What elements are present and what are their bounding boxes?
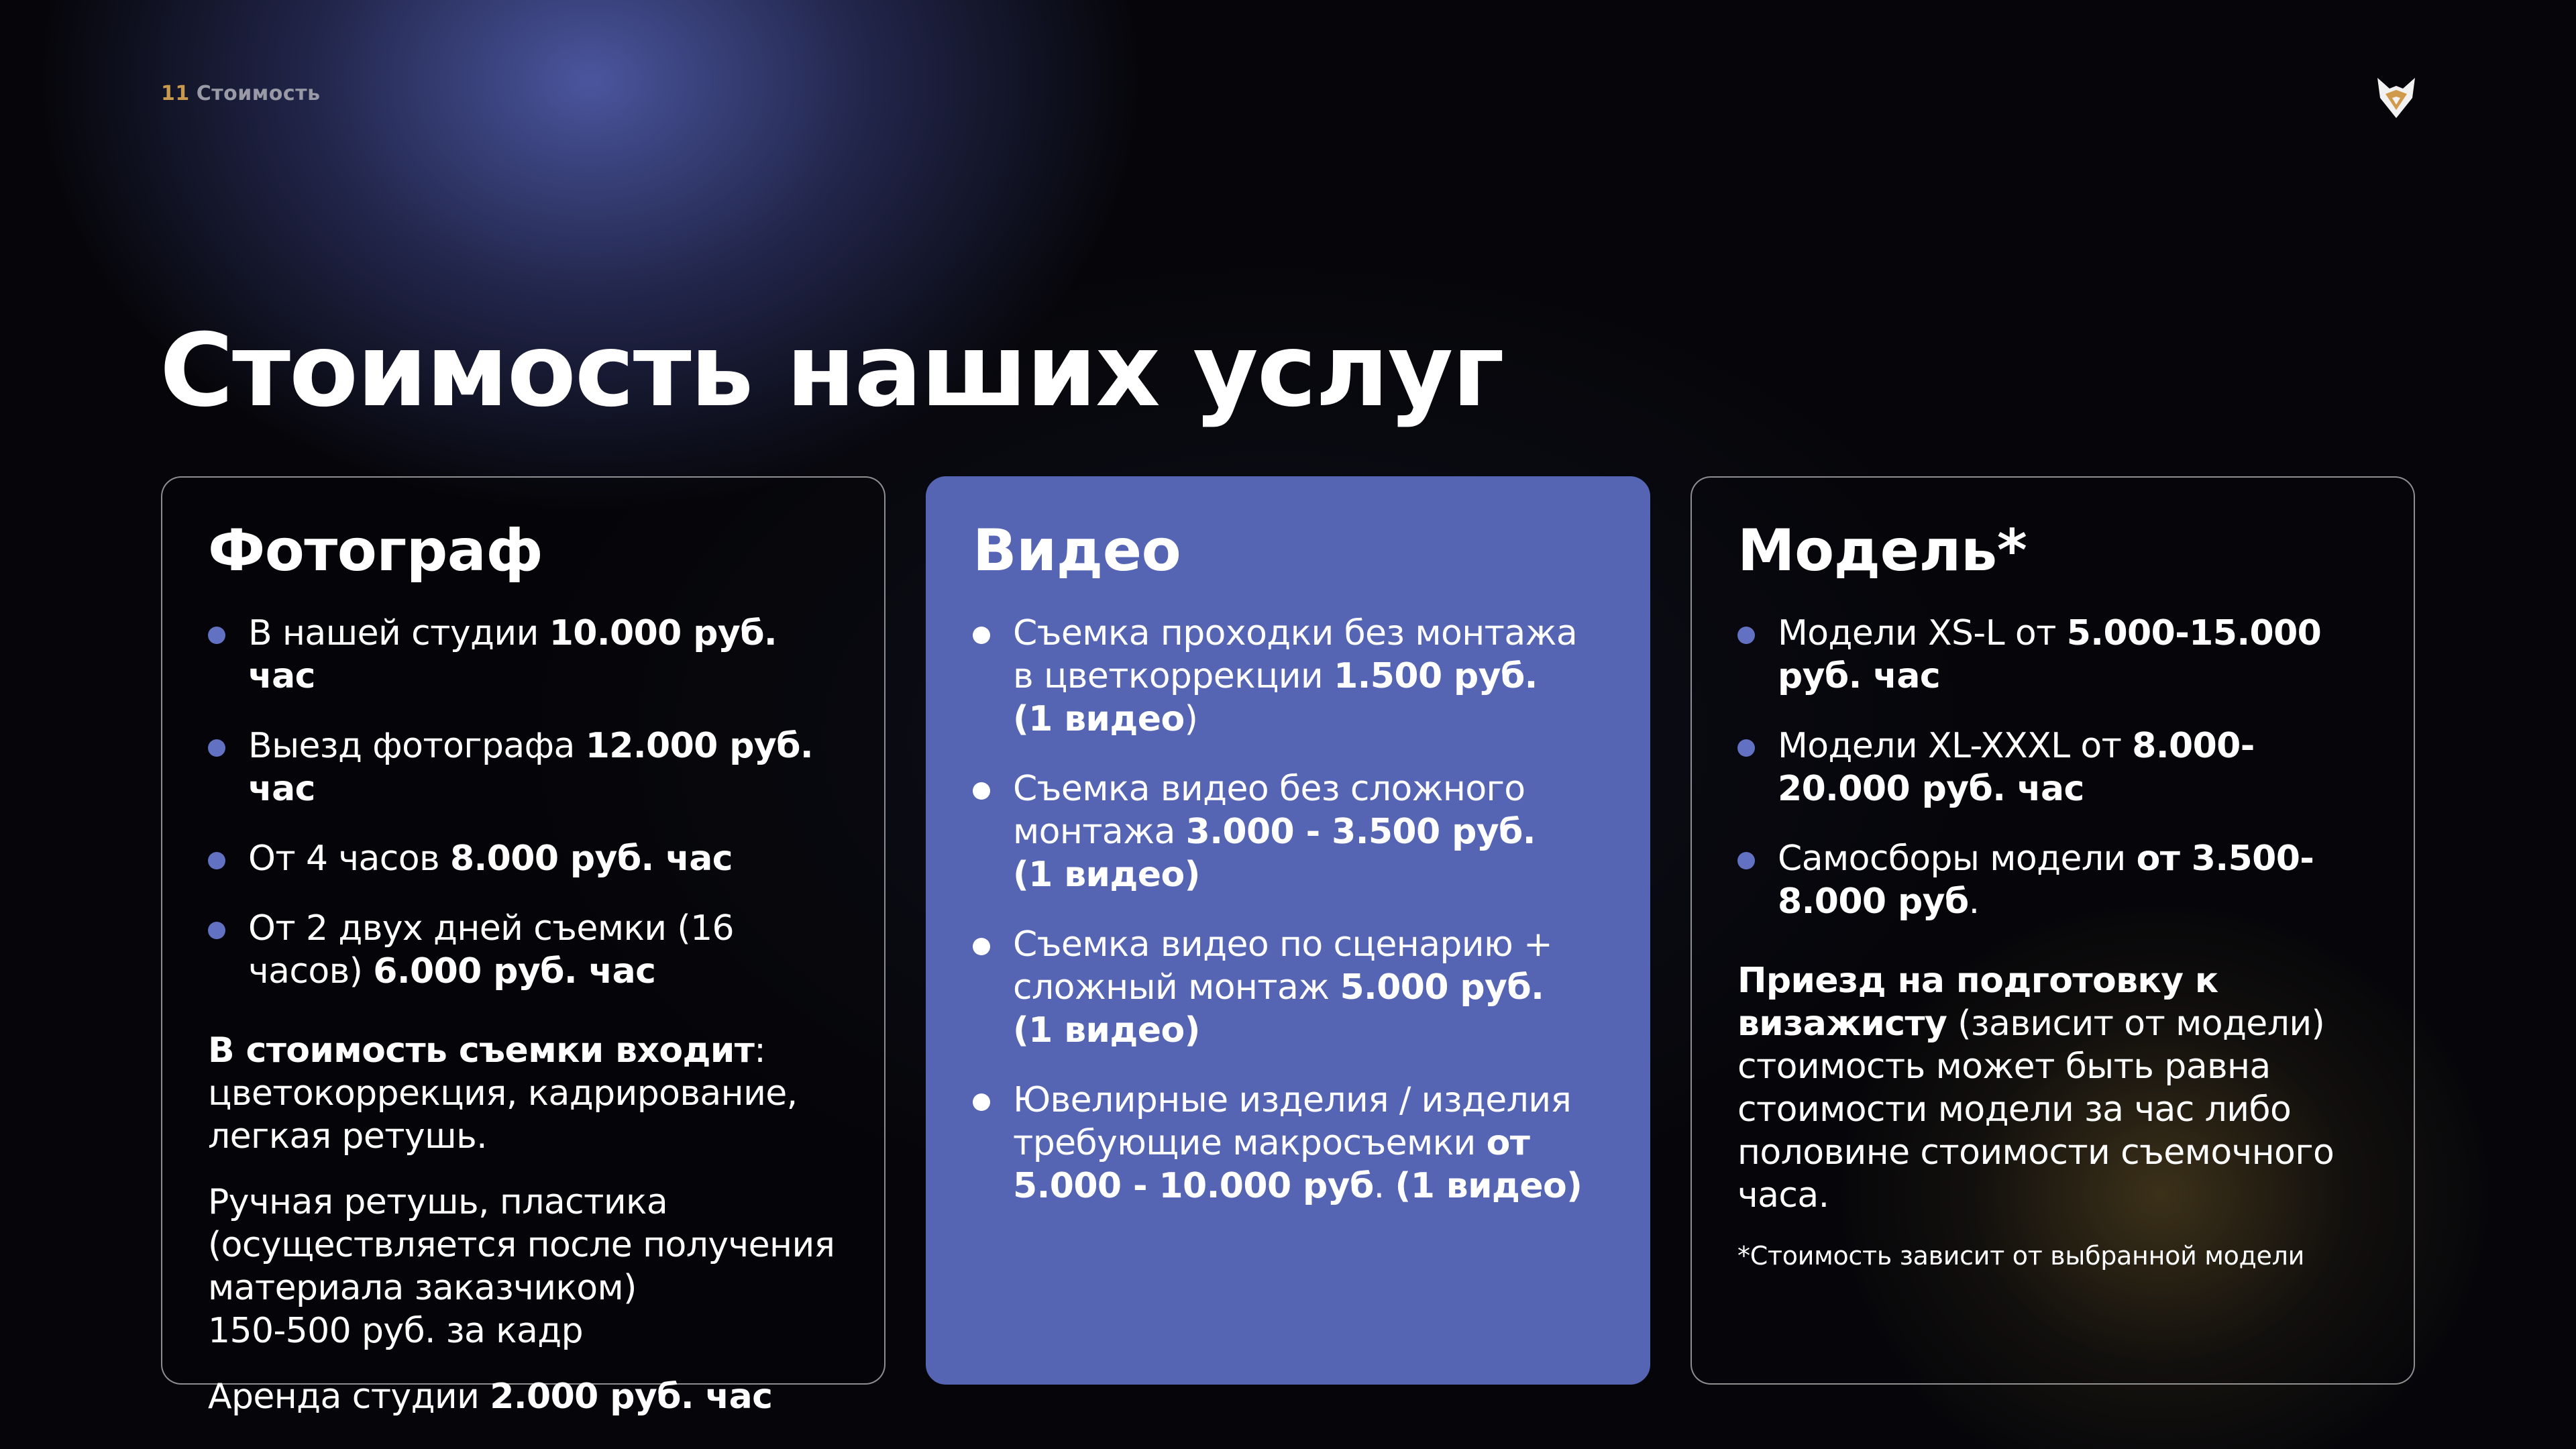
- list-item: Съемка проходки без монтажа в цветкоррекции 1.500 руб. (1 видео): [973, 612, 1605, 741]
- bullet-icon: [973, 627, 990, 644]
- included-note: В стоимость съемки входит: цветокоррекция, кадрирование, легкая ретушь.: [208, 1030, 798, 1157]
- card-title: Видео: [973, 517, 1181, 584]
- card-title: Модель*: [1737, 517, 2027, 584]
- bullet-icon: [1737, 627, 1755, 644]
- list-item: В нашей студии 10.000 руб. час: [208, 612, 840, 698]
- bullet-icon: [208, 739, 225, 757]
- section-name: Стоимость: [196, 82, 321, 105]
- bullet-icon: [1737, 739, 1755, 757]
- bullet-icon: [973, 938, 990, 955]
- card-photographer: [161, 476, 885, 1417]
- price-list: [973, 612, 1605, 1208]
- list-item: Модели XL-XXXL от 8.000-20.000 руб. час: [1737, 724, 2369, 810]
- card-model: [1690, 476, 2415, 1385]
- fox-logo-icon: [2375, 75, 2418, 121]
- list-item: Ювелирные изделия / изделия требующие макросъемки от 5.000 - 10.000 руб. (1 видео): [973, 1079, 1605, 1208]
- bullet-icon: [1737, 852, 1755, 869]
- list-item: Модели XS-L от 5.000-15.000 руб. час: [1737, 612, 2369, 698]
- list-item: От 4 часов 8.000 руб. час: [208, 837, 840, 880]
- breadcrumb: [161, 82, 321, 105]
- footnote: *Стоимость зависит от выбранной модели: [1737, 1241, 2304, 1271]
- makeup-note: Приезд на подготовку к визажисту (зависит от модели) стоимость может быть равна стоимости модели за час либо половине стоимости съемочного часа.: [1737, 961, 2334, 1216]
- studio-rent-note: Аренда студии 2.000 руб. час: [208, 1377, 773, 1417]
- bullet-icon: [208, 922, 225, 939]
- list-item: Выезд фотографа 12.000 руб. час: [208, 724, 840, 810]
- manual-retouch-note: Ручная ретушь, пластика (осуществляется после получения материала заказчиком) 150-500 руб. за кадр: [208, 1182, 835, 1352]
- page-number: 11: [161, 82, 190, 105]
- bullet-icon: [208, 627, 225, 644]
- list-item: От 2 двух дней съемки (16 часов) 6.000 руб. час: [208, 907, 840, 993]
- list-item: Самосборы модели от 3.500-8.000 руб.: [1737, 837, 2369, 923]
- bullet-icon: [973, 782, 990, 800]
- card-video: [926, 476, 1650, 1385]
- bullet-icon: [973, 1093, 990, 1111]
- list-item: Съемка видео по сценарию + сложный монтаж 5.000 руб. (1 видео): [973, 923, 1605, 1052]
- list-item: Съемка видео без сложного монтажа 3.000 - 3.500 руб. (1 видео): [973, 767, 1605, 896]
- price-list: [208, 612, 840, 993]
- page-title: Стоимость наших услуг: [160, 313, 1503, 429]
- bullet-icon: [208, 852, 225, 869]
- price-list: [1737, 612, 2369, 923]
- card-title: Фотограф: [208, 517, 543, 584]
